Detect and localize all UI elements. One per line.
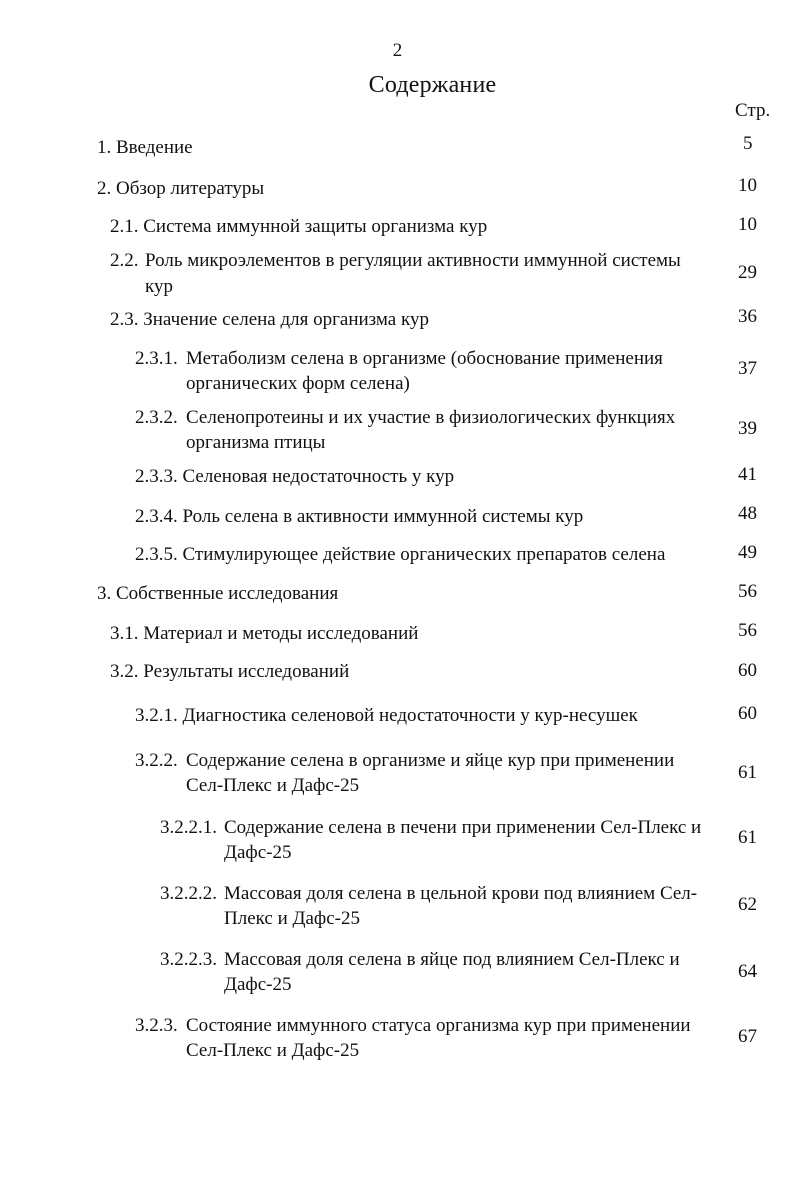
page-title: Содержание bbox=[368, 72, 497, 98]
toc-entry-3-2-2-1-line2: Дафс-25 bbox=[224, 842, 292, 863]
toc-entry-3-2-1: 3.2.1. Диагностика селеновой недостаточности у кур-несушек bbox=[135, 705, 638, 726]
toc-entry-3-2-2-2-num: 3.2.2.2. bbox=[160, 883, 217, 904]
toc-entry-2-3-4: 2.3.4. Роль селена в активности иммунной системы кур bbox=[135, 506, 584, 527]
toc-entry-2-3-1-line1: Метаболизм селена в организме (обоснование применения bbox=[186, 348, 663, 369]
toc-page-3-2-2-1: 61 bbox=[738, 827, 757, 848]
toc-page-1: 5 bbox=[743, 133, 753, 154]
toc-page-3-2-2-2: 62 bbox=[738, 894, 757, 915]
toc-entry-2-1: 2.1. Система иммунной защиты организма кур bbox=[110, 216, 488, 237]
toc-entry-2-3-2-line2: организма птицы bbox=[186, 432, 326, 453]
toc-entry-2-2-num: 2.2. bbox=[110, 250, 139, 271]
toc-entry-3-2-2-1-num: 3.2.2.1. bbox=[160, 817, 217, 838]
toc-page-3-1: 56 bbox=[738, 620, 757, 641]
toc-page-2-1: 10 bbox=[738, 214, 757, 235]
toc-entry-3-2-2-3-num: 3.2.2.3. bbox=[160, 949, 217, 970]
toc-entry-2-3-5: 2.3.5. Стимулирующее действие органических препаратов селена bbox=[135, 544, 666, 565]
toc-entry-3-2: 3.2. Результаты исследований bbox=[110, 661, 350, 682]
toc-page-3-2-3: 67 bbox=[738, 1026, 757, 1047]
toc-entry-2-3-1-num: 2.3.1. bbox=[135, 348, 178, 369]
toc-entry-2-3-2-num: 2.3.2. bbox=[135, 407, 178, 428]
toc-entry-2-3-3: 2.3.3. Селеновая недостаточность у кур bbox=[135, 466, 455, 487]
toc-page-3: 56 bbox=[738, 581, 757, 602]
toc-page-2-2: 29 bbox=[738, 262, 757, 283]
toc-page-3-2-2: 61 bbox=[738, 762, 757, 783]
toc-entry-3-2-3-num: 3.2.3. bbox=[135, 1015, 178, 1036]
toc-page-2-3-4: 48 bbox=[738, 503, 757, 524]
toc-entry-2: 2. Обзор литературы bbox=[97, 178, 265, 199]
toc-entry-2-3: 2.3. Значение селена для организма кур bbox=[110, 309, 429, 330]
toc-entry-3-1: 3.1. Материал и методы исследований bbox=[110, 623, 419, 644]
page-column-header: Стр. bbox=[735, 100, 771, 121]
toc-entry-3-2-2-2-line1: Массовая доля селена в цельной крови под влиянием Сел- bbox=[224, 883, 698, 904]
toc-entry-3-2-3-line1: Состояние иммунного статуса организма кур при применении bbox=[186, 1015, 691, 1036]
toc-entry-2-3-2-line1: Селенопротеины и их участие в физиологических функциях bbox=[186, 407, 676, 428]
toc-entry-1: 1. Введение bbox=[97, 137, 193, 158]
toc-entry-3-2-2-3-line2: Дафс-25 bbox=[224, 974, 292, 995]
toc-entry-3-2-2-line2: Сел-Плекс и Дафс-25 bbox=[186, 775, 360, 796]
toc-entry-3-2-2-1-line1: Содержание селена в печени при применении Сел-Плекс и bbox=[224, 817, 702, 838]
toc-page-3-2-1: 60 bbox=[738, 703, 757, 724]
toc-page-3-2-2-3: 64 bbox=[738, 961, 757, 982]
toc-entry-3-2-2-2-line2: Плекс и Дафс-25 bbox=[224, 908, 360, 929]
toc-entry-3-2-2-line1: Содержание селена в организме и яйце кур при применении bbox=[186, 750, 675, 771]
toc-entry-3-2-2-3-line1: Массовая доля селена в яйце под влиянием Сел-Плекс и bbox=[224, 949, 680, 970]
toc-entry-2-2-line1: Роль микроэлементов в регуляции активности иммунной системы bbox=[145, 250, 681, 271]
toc-page-3-2: 60 bbox=[738, 660, 757, 681]
toc-entry-3: 3. Собственные исследования bbox=[97, 583, 339, 604]
toc-entry-3-2-2-num: 3.2.2. bbox=[135, 750, 178, 771]
toc-entry-3-2-3-line2: Сел-Плекс и Дафс-25 bbox=[186, 1040, 360, 1061]
toc-entry-2-2-line2: кур bbox=[145, 276, 173, 297]
toc-page-2-3-1: 37 bbox=[738, 358, 757, 379]
toc-page-2: 10 bbox=[738, 175, 757, 196]
page-number: 2 bbox=[392, 40, 403, 61]
toc-page-2-3: 36 bbox=[738, 306, 757, 327]
toc-entry-2-3-1-line2: органических форм селена) bbox=[186, 373, 410, 394]
toc-page-2-3-5: 49 bbox=[738, 542, 757, 563]
toc-page-2-3-2: 39 bbox=[738, 418, 757, 439]
toc-page-2-3-3: 41 bbox=[738, 464, 757, 485]
